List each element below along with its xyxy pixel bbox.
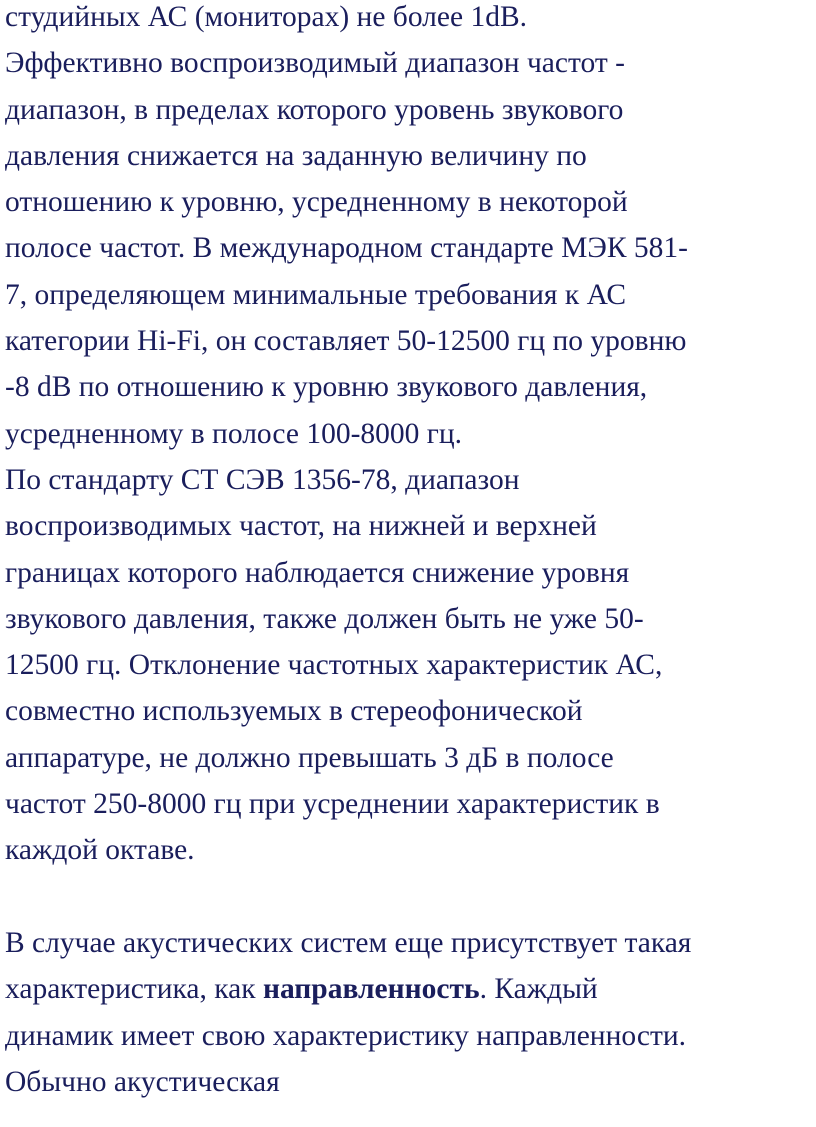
text-line: давления снижается на заданную величину по bbox=[5, 139, 587, 172]
bold-term-directivity: направленность bbox=[262, 973, 480, 1006]
text-line bbox=[5, 966, 812, 1012]
paragraph-spacer bbox=[5, 874, 812, 920]
text-line: 7, определяющем минимальные требования к АС bbox=[5, 278, 627, 311]
text-line: 12500 гц. Отклонение частотных характеристик АС, bbox=[5, 649, 663, 682]
text-line: студийных АС (мониторах) не более 1dB. bbox=[5, 1, 528, 33]
text-line: совместно используемых в стереофонической bbox=[5, 695, 583, 728]
paragraph-sev-standard bbox=[5, 457, 812, 874]
text-line: каждой октаве. bbox=[5, 834, 195, 867]
text-line: диапазон, в пределах которого уровень звукового bbox=[5, 93, 624, 126]
text-line: усредненному в полосе 100-8000 гц. bbox=[5, 417, 463, 450]
text-line: -8 dB по отношению к уровню звукового давления, bbox=[5, 371, 648, 404]
text-line: полосе частот. В международном стандарте МЭК 581- bbox=[5, 232, 688, 265]
text-line: аппаратуре, не должно превышать 3 дБ в полосе bbox=[5, 741, 614, 774]
text-line: границах которого наблюдается снижение уровня bbox=[5, 556, 630, 589]
paragraph-frequency-range bbox=[5, 0, 812, 457]
text-line: динамик имеет свою характеристику направленности. bbox=[5, 1019, 686, 1052]
text-line: В случае акустических систем еще присутствует такая bbox=[5, 926, 692, 959]
text-line: воспроизводимых частот, на нижней и верхней bbox=[5, 510, 597, 543]
paragraph-directivity bbox=[5, 920, 812, 1105]
text-line: По стандарту СТ СЭВ 1356-78, диапазон bbox=[5, 463, 520, 496]
text-line: звукового давления, также должен быть не уже 50- bbox=[5, 602, 644, 635]
text-line: Эффективно воспроизводимый диапазон частот - bbox=[5, 47, 625, 80]
text-line: частот 250-8000 гц при усреднении характеристик в bbox=[5, 788, 660, 821]
text-fragment: . Каждый bbox=[479, 973, 598, 1006]
text-line: отношению к уровню, усредненному в некоторой bbox=[5, 186, 628, 219]
text-line: категории Hi-Fi, он составляет 50-12500 гц по уровню bbox=[5, 325, 687, 358]
text-line: Обычно акустическая bbox=[5, 1065, 280, 1098]
text-fragment: характеристика, как bbox=[5, 973, 263, 1006]
